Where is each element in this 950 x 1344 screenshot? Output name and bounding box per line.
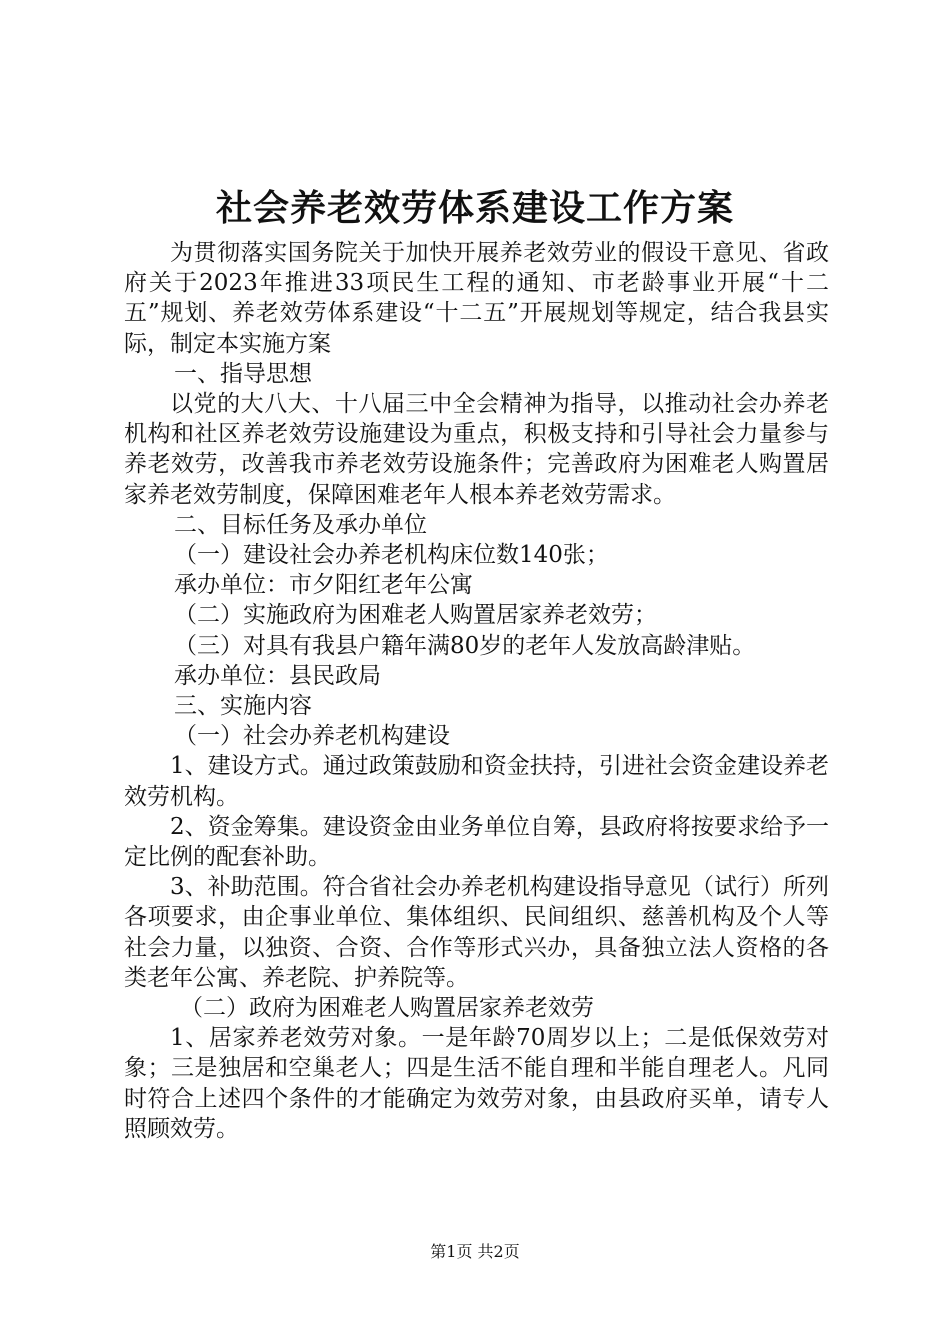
undertaking-unit-1: 承办单位：市夕阳红老年公寓 bbox=[174, 572, 473, 599]
section-heading-implementation: 三、实施内容 bbox=[174, 693, 312, 720]
list-item-construction-method: 1、建设方式。通过政策鼓励和资金扶持，引进社会资金建设养老效劳机构。 bbox=[124, 753, 829, 810]
intro-paragraph: 为贯彻落实国务院关于加快开展养老效劳业的假设干意见、省政府关于2023年推进33项民生工程的通知、市老龄事业开展“十二五”规划、养老效劳体系建设“十二五”开展规划等规定，结合我县实际，制定本实施方案 bbox=[124, 240, 829, 357]
page-number-footer: 第1页 共2页 bbox=[430, 1242, 520, 1261]
guiding-ideology-paragraph: 以党的大八大、十八届三中全会精神为指导，以推动社会办养老机构和社区养老效劳设施建设为重点，积极支持和引导社会力量参与养老效劳，改善我市养老效劳设施条件；完善政府为困难老人购置居家养老效劳制度，保障困难老年人根本养老效劳需求。 bbox=[124, 391, 829, 508]
target-item-3: （三）对具有我县户籍年满80岁的老年人发放高龄津贴。 bbox=[174, 632, 756, 659]
target-item-2: （二）实施政府为困难老人购置居家养老效劳； bbox=[174, 602, 657, 629]
target-item-1: （一）建设社会办养老机构床位数140张； bbox=[174, 542, 609, 569]
list-item-subsidy-scope: 3、补助范围。符合省社会办养老机构建设指导意见（试行）所列各项要求，由企事业单位、集体组织、民间组织、慈善机构及个人等社会力量，以独资、合资、合作等形式兴办，具备独立法人资格的各类老年公寓、养老院、护养院等。 bbox=[124, 874, 829, 991]
section-heading-guiding-ideology: 一、指导思想 bbox=[174, 360, 312, 387]
document-title: 社会养老效劳体系建设工作方案 bbox=[215, 188, 734, 229]
undertaking-unit-2: 承办单位：县民政局 bbox=[174, 662, 381, 689]
subsection-heading-1: （一）社会办养老机构建设 bbox=[174, 723, 450, 750]
document-body bbox=[124, 238, 829, 1144]
list-item-fund-raising: 2、资金筹集。建设资金由业务单位自筹，县政府将按要求给予一定比例的配套补助。 bbox=[124, 813, 829, 871]
subsection-heading-2: （二）政府为困难老人购置居家养老效劳 bbox=[180, 995, 594, 1022]
list-item-service-targets: 1、居家养老效劳对象。一是年龄70周岁以上；二是低保效劳对象；三是独居和空巢老人；四是生活不能自理和半能自理老人。凡同时符合上述四个条件的才能确定为效劳对象，由县政府买单，请专人照顾效劳。 bbox=[124, 1025, 829, 1142]
section-heading-targets: 二、目标任务及承办单位 bbox=[174, 511, 427, 538]
